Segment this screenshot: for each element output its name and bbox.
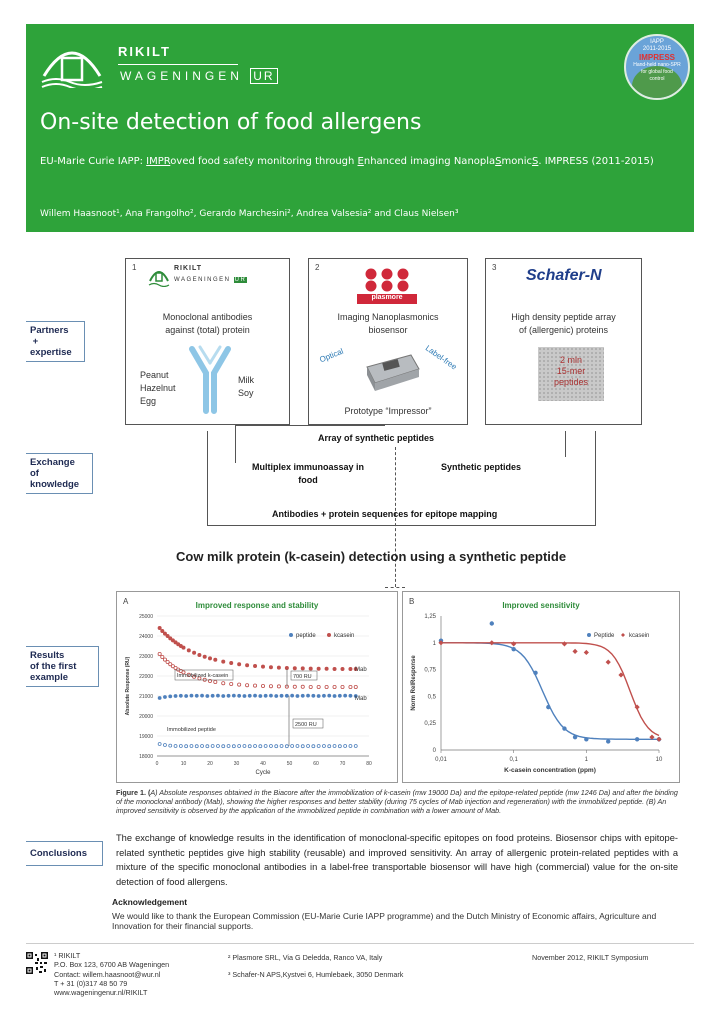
footer-contact-email[interactable]: Contact: willem.haasnoot@wur.nl — [54, 969, 161, 979]
array-synthetic-peptides: Array of synthetic peptides — [318, 433, 435, 443]
data-point-peptide — [573, 735, 577, 739]
annotation-700ru: 700 RU — [293, 674, 312, 680]
data-point-peptide — [333, 695, 336, 698]
data-point-kcasein — [325, 685, 328, 688]
data-point-peptide — [169, 695, 172, 698]
data-point-kcasein — [158, 626, 161, 629]
data-point-kcasein — [193, 651, 196, 654]
data-point-peptide — [285, 745, 288, 748]
y-tick-label: 0,75 — [424, 667, 436, 674]
y-tick-label: 19000 — [139, 734, 153, 740]
y-tick-label: 1 — [432, 640, 436, 647]
x-tick-label: 1 — [584, 757, 589, 763]
badge-line: Hand-held nano-SPR — [633, 62, 681, 68]
labelfree-label: Label-free — [423, 343, 459, 372]
data-point-kcasein — [562, 641, 567, 646]
x-tick-label: 30 — [233, 761, 240, 767]
allergen-label: Milk — [238, 375, 254, 385]
y-tick-label: 0 — [432, 748, 436, 754]
x-tick-label: 50 — [286, 761, 293, 767]
allergen-label: Egg — [140, 396, 157, 406]
y-tick-label: 24000 — [139, 634, 153, 640]
qr-code-icon — [26, 952, 48, 974]
side-label-line: example — [30, 672, 69, 683]
x-tick-label: 40 — [260, 761, 266, 767]
data-point-peptide — [259, 745, 262, 748]
data-point-kcasein — [293, 685, 296, 688]
y-axis-label: Norm RelResponse — [411, 655, 417, 711]
x-tick-label: 0 — [155, 761, 159, 767]
y-tick-label: 0,25 — [424, 721, 436, 728]
data-point-peptide — [163, 696, 166, 699]
array-text-line: peptides — [553, 377, 589, 387]
allergen-label: Peanut — [140, 370, 169, 380]
data-point-kcasein — [489, 640, 494, 645]
data-point-peptide — [227, 745, 230, 748]
data-point-peptide — [201, 694, 204, 697]
partner-number: 3 — [492, 263, 497, 272]
x-tick-label: 0,1 — [509, 757, 518, 763]
y-tick-label: 0,5 — [427, 694, 436, 701]
data-point-kcasein — [238, 683, 241, 686]
data-point-kcasein — [187, 649, 190, 652]
footer-event: November 2012, RIKILT Symposium — [532, 953, 649, 962]
data-point-peptide — [533, 671, 537, 675]
logo-line — [118, 64, 238, 65]
data-point-peptide — [322, 745, 325, 748]
x-axis-label: Cycle — [255, 770, 271, 776]
annotation-mab: Mab — [355, 696, 367, 702]
rikilt-small-logo-name: RIKILT — [174, 265, 203, 272]
x-tick-label: 70 — [339, 761, 346, 767]
data-point-kcasein — [349, 685, 352, 688]
badge-line: control — [649, 76, 665, 82]
y-tick-label: 25000 — [139, 614, 153, 620]
data-point-peptide — [248, 745, 251, 748]
poster-subtitle — [40, 156, 654, 167]
data-point-peptide — [301, 745, 304, 748]
data-point-peptide — [195, 745, 198, 748]
rikilt-small-logo-icon — [148, 265, 170, 287]
biosensor-device-icon — [361, 347, 421, 395]
data-point-peptide — [158, 697, 161, 700]
data-point-peptide — [254, 694, 257, 697]
data-point-peptide — [349, 745, 352, 748]
connector — [207, 525, 595, 526]
rikilt-logo-icon — [40, 38, 104, 88]
data-point-kcasein — [349, 667, 352, 670]
allergen-label: Soy — [238, 388, 254, 398]
data-point-peptide — [238, 745, 241, 748]
data-point-peptide — [232, 694, 235, 697]
data-point-peptide — [179, 745, 182, 748]
caption-lead: Figure 1. ( — [116, 788, 151, 797]
data-point-peptide — [238, 694, 241, 697]
side-label-line: of — [30, 468, 39, 479]
data-point-kcasein — [161, 655, 164, 658]
data-point-kcasein — [261, 665, 264, 668]
data-point-kcasein — [203, 655, 206, 658]
data-point-peptide — [328, 745, 331, 748]
chart-title: Improved response and stability — [195, 601, 319, 610]
subtitle-part: . IMPRESS (2011-2015) — [538, 156, 654, 167]
subtitle-part: S — [495, 156, 502, 167]
acknowledgement-text: We would like to thank the European Commission (EU-Marie Curie IAPP programme) and the Dutch Ministry of Economic affairs, Agriculture and Innovation for their financial supports. — [112, 911, 657, 931]
data-point-peptide — [174, 695, 177, 698]
legend-marker-peptide — [289, 633, 293, 637]
data-point-peptide — [216, 745, 219, 748]
data-point-kcasein — [301, 685, 304, 688]
peptide-array-image — [538, 347, 604, 401]
data-point-peptide — [190, 694, 193, 697]
data-point-peptide — [606, 739, 610, 743]
data-point-kcasein — [238, 663, 241, 666]
data-point-peptide — [248, 694, 251, 697]
caption-text: A) Absolute responses obtained in the Biacore after the immobilization of k-casein (mw 19000 Da) and the epitope-related peptide (mw 1246 Da) and after the binding of the monoclonal antibody (Mab), showing the higher responses and better stability (during 75 cycles of Mab injection and regeneration) with the immobilized peptide. (B) An improved sensitivity is observed by the application of the immobilized peptide in combination with a lower amount of Mab. — [116, 788, 678, 815]
partner-box-plasmore — [308, 258, 468, 425]
fit-curve-kcasein — [441, 643, 659, 736]
data-point-peptide — [190, 745, 193, 748]
data-point-peptide — [201, 745, 204, 748]
data-point-peptide — [206, 695, 209, 698]
partner-box-schafer — [485, 258, 642, 425]
data-point-peptide — [222, 695, 225, 698]
side-label-line: of the first — [30, 661, 77, 672]
data-point-kcasein — [277, 666, 280, 669]
data-point-peptide — [206, 745, 209, 748]
logo-ur-box: UR — [250, 68, 277, 84]
connector — [565, 431, 566, 457]
data-point-peptide — [546, 705, 550, 709]
x-tick-label: 80 — [366, 761, 372, 767]
partner-text-line: biosensor — [368, 325, 408, 335]
data-point-peptide — [169, 744, 172, 747]
data-point-peptide — [259, 695, 262, 698]
data-point-kcasein — [317, 667, 320, 670]
data-point-kcasein — [341, 685, 344, 688]
data-point-kcasein — [222, 660, 225, 663]
data-point-peptide — [269, 745, 272, 748]
exchange-label — [26, 453, 93, 494]
data-point-kcasein — [277, 685, 280, 688]
data-point-peptide — [163, 744, 166, 747]
partners-label — [26, 321, 85, 362]
data-point-peptide — [354, 745, 357, 748]
antibody-icon — [188, 345, 232, 415]
data-point-kcasein — [230, 682, 233, 685]
badge-line: for global food — [641, 69, 673, 75]
panel-letter: A — [123, 597, 129, 606]
rikilt-small-logo-ur: UR — [234, 277, 247, 283]
data-point-kcasein — [214, 658, 217, 661]
results-heading: Cow milk protein (k-casein) detection using a synthetic peptide — [176, 549, 567, 564]
data-point-kcasein — [572, 649, 577, 654]
data-point-kcasein — [222, 682, 225, 685]
conclusions-text: The exchange of knowledge results in the identification of monoclonal-specific epitopes on food proteins. Biosensor chips with epitope-related synthetic peptides give high stability (reusable) and improved sensitivity. An array of allergenic protein-related peptides with a mixture of the specific monoclonal antibodies in a label-free transportable biosensor will have high (commercial) value for the on-site detection of food allergens. — [116, 833, 678, 887]
data-point-peptide — [195, 694, 198, 697]
data-point-kcasein — [182, 646, 185, 649]
data-point-peptide — [254, 745, 257, 748]
data-point-peptide — [307, 745, 310, 748]
y-axis-label: Absolute Response (RU) — [125, 656, 131, 716]
data-point-peptide — [269, 694, 272, 697]
partner-text-line: High density peptide array — [511, 312, 616, 322]
badge-line: IMPRESS — [638, 53, 675, 62]
y-tick-label: 22000 — [139, 674, 153, 680]
footer-address-line: P.O. Box 123, 6700 AB Wageningen — [54, 960, 170, 970]
data-point-kcasein — [317, 685, 320, 688]
subtitle-part: IMPR — [146, 156, 171, 167]
subtitle-part: nhanced imaging Nanopla — [363, 156, 496, 167]
data-point-kcasein — [198, 653, 201, 656]
data-point-peptide — [328, 694, 331, 697]
data-point-peptide — [317, 695, 320, 698]
data-point-kcasein — [246, 684, 249, 687]
data-point-peptide — [227, 694, 230, 697]
subtitle-part: oved food safety monitoring through — [170, 156, 358, 167]
footer-phone: T + 31 (0)317 48 50 79 — [54, 978, 128, 988]
legend-label: kcasein — [629, 633, 650, 639]
data-point-peptide — [511, 647, 515, 651]
data-point-peptide — [312, 694, 315, 697]
data-point-peptide — [211, 745, 214, 748]
side-label-line: expertise — [30, 347, 72, 358]
dashed-connector — [385, 587, 405, 588]
x-tick-label: 10 — [180, 761, 187, 767]
annotation-immobilized-kcasein: Immobilized k-casein — [177, 673, 229, 679]
partner-text-line: of (allergenic) proteins — [518, 325, 609, 335]
header-banner — [26, 24, 694, 232]
subtitle-part: S — [532, 156, 539, 167]
y-tick-label: 21000 — [139, 694, 153, 700]
data-point-kcasein — [253, 684, 256, 687]
partner-text-line: against (total) protein — [165, 325, 250, 335]
data-point-kcasein — [269, 666, 272, 669]
x-tick-label: 20 — [207, 761, 213, 767]
data-point-peptide — [280, 745, 283, 748]
array-text-line: 15-mer — [556, 366, 586, 376]
data-point-peptide — [264, 694, 267, 697]
partner-text-line: Monoclonal antibodies — [162, 312, 253, 322]
data-point-peptide — [296, 695, 299, 698]
array-text-line: 2 mln — [559, 355, 582, 365]
x-tick-label: 60 — [313, 761, 319, 767]
allergen-label: Hazelnut — [140, 383, 176, 393]
data-point-peptide — [174, 745, 177, 748]
data-point-peptide — [275, 695, 278, 698]
results-label — [26, 646, 99, 687]
side-label-line: knowledge — [30, 479, 80, 490]
data-point-kcasein — [161, 629, 164, 632]
legend-label: kcasein — [334, 633, 355, 639]
rikilt-small-logo-sub — [174, 277, 247, 283]
fit-curve-peptide — [441, 643, 659, 740]
data-point-kcasein — [584, 650, 589, 655]
panel-letter: B — [409, 597, 415, 606]
poster-title: On-site detection of food allergens — [40, 110, 422, 135]
legend-label: Peptide — [594, 633, 615, 639]
chart-a-svg — [117, 592, 397, 782]
data-point-kcasein — [230, 661, 233, 664]
acknowledgement-heading: Acknowledgement — [112, 897, 188, 907]
data-point-peptide — [338, 694, 341, 697]
badge-line: IAPP — [650, 39, 664, 45]
prototype-label: Prototype “Impressor” — [344, 406, 432, 416]
annotation-immobilized-peptide: Immobilized peptide — [167, 727, 216, 733]
x-tick-label: 10 — [655, 757, 663, 763]
data-point-peptide — [307, 694, 310, 697]
data-point-peptide — [301, 694, 304, 697]
impress-badge — [624, 34, 690, 100]
data-point-kcasein — [261, 684, 264, 687]
footer-plasmore-address: ² Plasmore SRL, Via G Deledda, Ranco VA, Italy — [228, 953, 383, 962]
data-point-peptide — [291, 694, 294, 697]
data-point-peptide — [322, 694, 325, 697]
data-point-peptide — [344, 745, 347, 748]
data-point-kcasein — [333, 667, 336, 670]
data-point-peptide — [280, 694, 283, 697]
antibodies-epitope-label: Antibodies + protein sequences for epitope mapping — [272, 509, 498, 519]
data-point-kcasein — [333, 685, 336, 688]
data-point-peptide — [185, 695, 188, 698]
connector — [207, 431, 208, 526]
plasmore-logo-text: plasmore — [371, 294, 403, 301]
data-point-kcasein — [656, 737, 661, 742]
data-point-peptide — [158, 743, 161, 746]
optical-label: Optical — [318, 346, 345, 365]
data-point-peptide — [562, 726, 566, 730]
data-point-kcasein — [606, 659, 611, 664]
footer-rule — [26, 943, 694, 944]
annotation-2500ru: 2500 RU — [295, 722, 317, 728]
legend-marker-peptide — [587, 633, 591, 637]
data-point-peptide — [264, 745, 267, 748]
data-point-peptide — [243, 745, 246, 748]
data-point-peptide — [344, 694, 347, 697]
x-axis-label: K-casein concentration (ppm) — [504, 767, 596, 774]
data-point-peptide — [584, 737, 588, 741]
data-point-kcasein — [309, 685, 312, 688]
data-point-peptide — [317, 745, 320, 748]
connector — [595, 431, 596, 526]
data-point-kcasein — [208, 657, 211, 660]
data-point-peptide — [490, 621, 494, 625]
subtitle-part: monic — [501, 156, 532, 167]
partner-number: 2 — [315, 263, 320, 272]
legend-label: peptide — [296, 633, 316, 639]
data-point-kcasein — [214, 680, 217, 683]
conclusions-label: Conclusions — [26, 841, 103, 866]
data-point-peptide — [232, 745, 235, 748]
chart-b-svg — [403, 592, 679, 782]
data-point-peptide — [338, 745, 341, 748]
data-point-kcasein — [301, 667, 304, 670]
subtitle-part: E — [357, 156, 364, 167]
data-point-peptide — [275, 745, 278, 748]
authors-line: Willem Haasnoot¹, Ana Frangolho², Gerardo Marchesini², Andrea Valsesia² and Claus Nielsen³ — [40, 209, 459, 219]
logo-wageningen: WAGENINGEN — [120, 69, 243, 83]
x-tick-label: 0,01 — [435, 757, 447, 763]
legend-marker-kcasein — [621, 633, 625, 637]
partner-text-line: Imaging Nanoplasmonics — [337, 312, 439, 322]
rikilt-small-logo-sub-text: WAGENINGEN — [174, 277, 231, 283]
data-point-kcasein — [158, 652, 161, 655]
partner-number: 1 — [132, 263, 137, 272]
data-point-peptide — [243, 695, 246, 698]
data-point-peptide — [296, 745, 299, 748]
footer-website-link[interactable]: www.wageningenur.nl/RIKILT — [54, 988, 148, 998]
data-point-peptide — [349, 694, 352, 697]
data-point-peptide — [312, 745, 315, 748]
subtitle-part: EU-Marie Curie IAPP: — [40, 156, 147, 167]
y-tick-label: 20000 — [139, 714, 153, 720]
data-point-peptide — [333, 745, 336, 748]
side-label-line: + — [30, 336, 39, 347]
data-point-peptide — [635, 737, 639, 741]
data-point-kcasein — [269, 685, 272, 688]
y-tick-label: 1,25 — [424, 614, 436, 620]
chart-title: Improved sensitivity — [502, 601, 580, 610]
side-label-line: Results — [30, 650, 65, 661]
logo-wageningen-text — [120, 69, 278, 83]
logo-rikilt-text: RIKILT — [118, 44, 171, 59]
data-point-peptide — [211, 694, 214, 697]
data-point-kcasein — [511, 641, 516, 646]
data-point-peptide — [285, 694, 288, 697]
data-point-kcasein — [309, 667, 312, 670]
synthetic-peptides-label: Synthetic peptides — [441, 462, 522, 472]
multiplex-label-line: food — [298, 475, 318, 485]
partner-box-rikilt — [125, 258, 290, 425]
y-tick-label: 18000 — [139, 754, 153, 760]
chart-b-frame — [402, 591, 680, 783]
data-point-peptide — [179, 694, 182, 697]
data-point-peptide — [291, 745, 294, 748]
data-point-kcasein — [246, 664, 249, 667]
side-label-line: Exchange — [30, 457, 75, 468]
chart-a-frame — [116, 591, 398, 783]
data-point-peptide — [185, 745, 188, 748]
connector — [235, 425, 385, 426]
data-point-kcasein — [354, 685, 357, 688]
y-tick-label: 23000 — [139, 654, 153, 660]
data-point-kcasein — [325, 667, 328, 670]
footer-schafer-address: ³ Schafer-N APS,Kystvei 6, Humlebaek, 3050 Denmark — [228, 970, 404, 979]
figure-caption — [116, 788, 678, 815]
badge-line: 2011-2015 — [642, 46, 672, 52]
schafer-logo: Schafer-N — [526, 267, 602, 284]
side-label-line: Partners — [30, 325, 69, 336]
data-point-kcasein — [253, 664, 256, 667]
connector — [235, 425, 236, 463]
multiplex-label-line: Multiplex immunoassay in — [251, 462, 365, 472]
footer-address-line: ¹ RIKILT — [54, 951, 81, 960]
legend-marker-kcasein — [327, 633, 331, 637]
data-point-kcasein — [293, 667, 296, 670]
data-point-kcasein — [341, 667, 344, 670]
annotation-mab: Mab — [355, 667, 367, 673]
data-point-peptide — [222, 745, 225, 748]
data-point-peptide — [216, 694, 219, 697]
